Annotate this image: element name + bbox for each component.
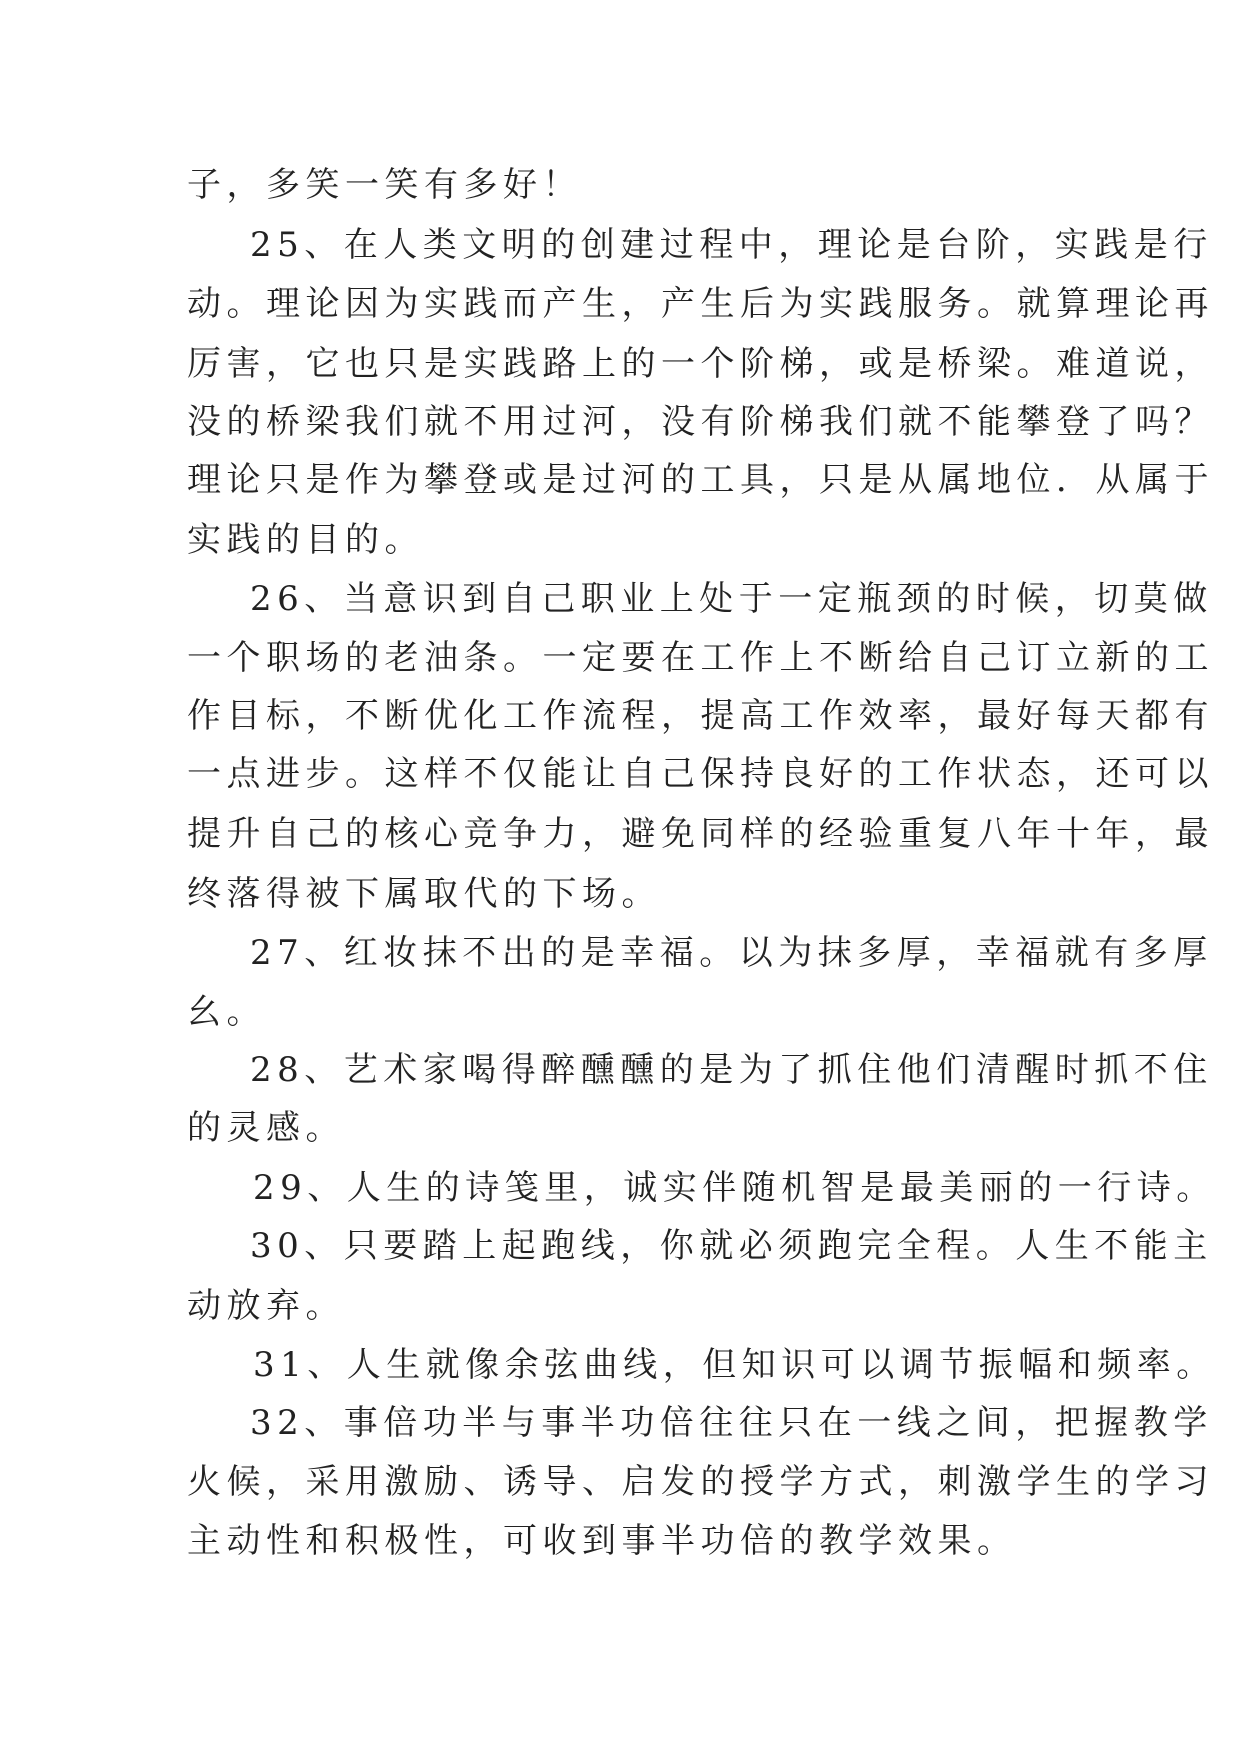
text-line: 一个职场的老油条。一定要在工作上不断给自己订立新的工 — [187, 638, 1214, 678]
text-line: 理论只是作为攀登或是过河的工具，只是从属地位．从属于 — [187, 460, 1214, 500]
text-line: 动。理论因为实践而产生，产生后为实践服务。就算理论再 — [187, 284, 1214, 324]
text-line: 厉害，它也只是实践路上的一个阶梯，或是桥梁。难道说， — [187, 344, 1214, 384]
text-line: 28、艺术家喝得醉醺醺的是为了抓住他们清醒时抓不住 — [250, 1050, 1213, 1090]
text-line: 没的桥梁我们就不用过河，没有阶梯我们就不能攀登了吗？ — [187, 402, 1214, 442]
text-line: 实践的目的。 — [187, 520, 424, 560]
text-line: 动放弃。 — [187, 1286, 345, 1326]
text-line: 作目标，不断优化工作流程，提高工作效率，最好每天都有 — [187, 696, 1214, 736]
text-line: 幺。 — [187, 992, 266, 1032]
text-line: 26、当意识到自己职业上处于一定瓶颈的时候，切莫做 — [250, 579, 1213, 619]
text-line: 29、人生的诗笺里，诚实伴随机智是最美丽的一行诗。 — [253, 1168, 1216, 1208]
text-line: 终落得被下属取代的下场。 — [187, 874, 661, 914]
text-line: 主动性和积极性，可收到事半功倍的教学效果。 — [187, 1521, 1017, 1561]
text-line: 的灵感。 — [187, 1108, 345, 1148]
text-line: 25、在人类文明的创建过程中，理论是台阶，实践是行 — [250, 225, 1213, 265]
text-line: 32、事倍功半与事半功倍往往只在一线之间，把握教学 — [250, 1403, 1213, 1443]
text-line: 一点进步。这样不仅能让自己保持良好的工作状态，还可以 — [187, 754, 1214, 794]
text-line: 子，多笑一笑有多好！ — [187, 165, 582, 205]
text-line: 27、红妆抹不出的是幸福。以为抹多厚，幸福就有多厚 — [250, 933, 1213, 973]
text-line: 提升自己的核心竞争力，避免同样的经验重复八年十年，最 — [187, 814, 1214, 854]
text-line: 30、只要踏上起跑线，你就必须跑完全程。人生不能主 — [250, 1226, 1213, 1266]
text-line: 火候，采用激励、诱导、启发的授学方式，刺激学生的学习 — [187, 1462, 1214, 1502]
text-line: 31、人生就像余弦曲线，但知识可以调节振幅和频率。 — [253, 1345, 1216, 1385]
